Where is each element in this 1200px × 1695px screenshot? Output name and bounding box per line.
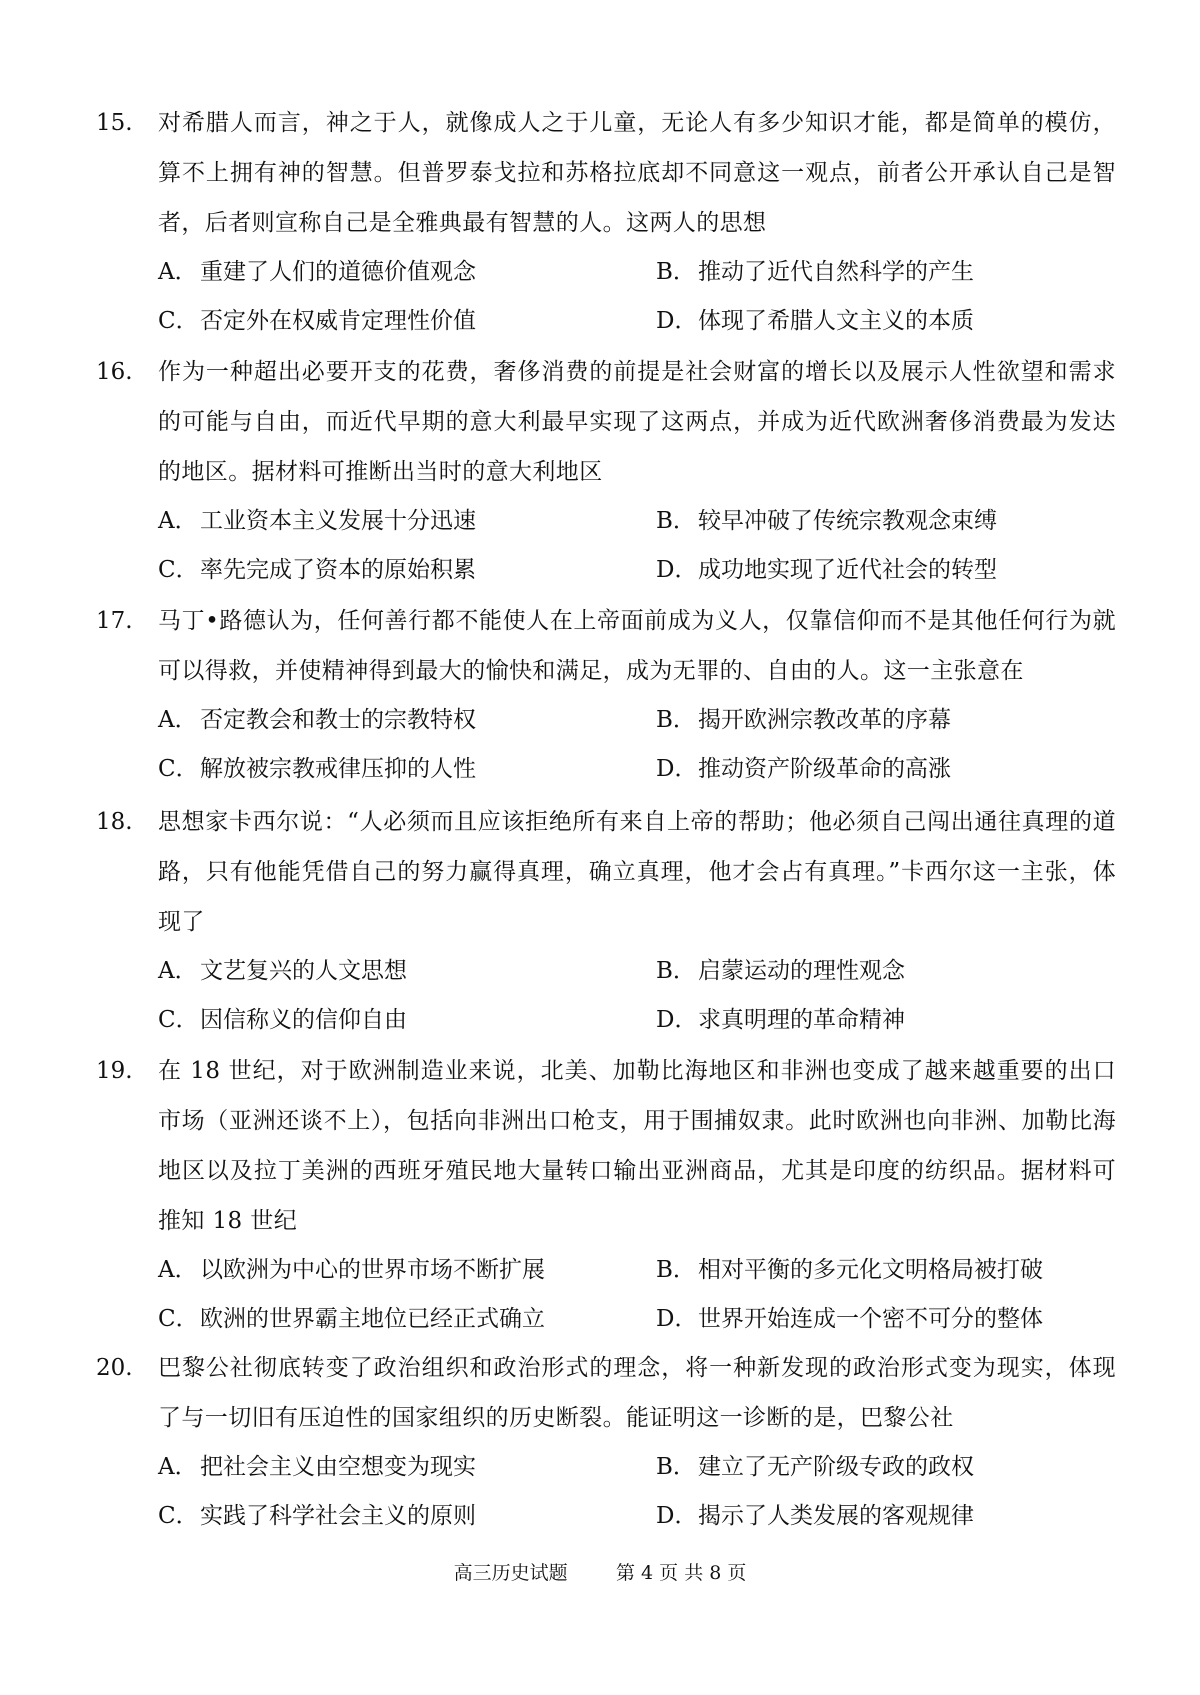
option-text: 相对平衡的多元化文明格局被打破 bbox=[698, 1257, 1043, 1283]
option-letter: A． bbox=[158, 1454, 198, 1480]
question-number: 16. bbox=[96, 359, 133, 385]
option-letter: D． bbox=[656, 308, 698, 334]
option-text: 推动资产阶级革命的高涨 bbox=[698, 756, 951, 782]
question-number: 18. bbox=[96, 809, 133, 835]
question-19 bbox=[96, 1046, 1116, 1344]
option-b[interactable] bbox=[656, 497, 1116, 546]
option-text: 揭开欧洲宗教改革的序幕 bbox=[698, 707, 951, 733]
option-b[interactable] bbox=[656, 696, 1116, 745]
question-stem: 思想家卡西尔说：“人必须而且应该拒绝所有来自上帝的帮助；他必须自己闯出通往真理的道路，只有他能凭借自己的努力赢得真理，确立真理，他才会占有真理。”卡西尔这一主张，体现了 bbox=[158, 809, 1116, 935]
question-stem: 对希腊人而言，神之于人，就像成人之于儿童，无论人有多少知识才能，都是简单的模仿，算不上拥有神的智慧。但普罗泰戈拉和苏格拉底却不同意这一观点，前者公开承认自己是智者，后者则宣称自己是全雅典最有智慧的人。这两人的思想 bbox=[158, 110, 1116, 236]
option-text: 以欧洲为中心的世界市场不断扩展 bbox=[200, 1257, 545, 1283]
option-a[interactable] bbox=[158, 696, 656, 745]
option-text: 实践了科学社会主义的原则 bbox=[200, 1503, 476, 1529]
option-c[interactable] bbox=[158, 745, 656, 794]
option-letter: C． bbox=[158, 557, 199, 583]
option-text: 求真明理的革命精神 bbox=[698, 1007, 905, 1033]
question-stem: 在 18 世纪，对于欧洲制造业来说，北美、加勒比海地区和非洲也变成了越来越重要的出口市场（亚洲还谈不上），包括向非洲出口枪支，用于围捕奴隶。此时欧洲也向非洲、加勒比海地区以及拉丁美洲的西班牙殖民地大量转口输出亚洲商品，尤其是印度的纺织品。据材料可推知 18 世纪 bbox=[158, 1058, 1116, 1234]
option-text: 启蒙运动的理性观念 bbox=[698, 958, 905, 984]
option-a[interactable] bbox=[158, 248, 656, 297]
option-letter: C． bbox=[158, 1007, 199, 1033]
option-d[interactable] bbox=[656, 297, 1116, 346]
option-d[interactable] bbox=[656, 996, 1116, 1045]
option-d[interactable] bbox=[656, 745, 1116, 794]
option-c[interactable] bbox=[158, 297, 656, 346]
option-a[interactable] bbox=[158, 1246, 656, 1295]
option-text: 推动了近代自然科学的产生 bbox=[698, 259, 974, 285]
question-20 bbox=[96, 1343, 1116, 1541]
page-number: 第 4 页 共 8 页 bbox=[615, 1562, 747, 1584]
option-a[interactable] bbox=[158, 1443, 656, 1492]
option-list bbox=[158, 1246, 1116, 1344]
question-number: 15. bbox=[96, 110, 133, 136]
option-text: 否定外在权威肯定理性价值 bbox=[200, 308, 476, 334]
option-text: 欧洲的世界霸主地位已经正式确立 bbox=[200, 1306, 545, 1332]
option-text: 解放被宗教戒律压抑的人性 bbox=[200, 756, 476, 782]
question-number: 17. bbox=[96, 608, 133, 634]
option-letter: C． bbox=[158, 308, 199, 334]
option-text: 建立了无产阶级专政的政权 bbox=[698, 1454, 974, 1480]
option-letter: B． bbox=[656, 1257, 696, 1283]
option-list bbox=[158, 947, 1116, 1045]
option-text: 成功地实现了近代社会的转型 bbox=[698, 557, 997, 583]
option-b[interactable] bbox=[656, 248, 1116, 297]
option-letter: D． bbox=[656, 1007, 698, 1033]
question-16 bbox=[96, 347, 1116, 595]
option-b[interactable] bbox=[656, 947, 1116, 996]
option-text: 把社会主义由空想变为现实 bbox=[200, 1454, 476, 1480]
option-text: 重建了人们的道德价值观念 bbox=[200, 259, 476, 285]
question-17 bbox=[96, 596, 1116, 794]
question-stem: 马丁•路德认为，任何善行都不能使人在上帝面前成为义人，仅靠信仰而不是其他任何行为就可以得救，并使精神得到最大的愉快和满足，成为无罪的、自由的人。这一主张意在 bbox=[158, 608, 1116, 684]
option-letter: D． bbox=[656, 1503, 698, 1529]
option-a[interactable] bbox=[158, 947, 656, 996]
option-text: 揭示了人类发展的客观规律 bbox=[698, 1503, 974, 1529]
option-b[interactable] bbox=[656, 1246, 1116, 1295]
question-number: 19. bbox=[96, 1058, 133, 1084]
option-text: 否定教会和教士的宗教特权 bbox=[200, 707, 476, 733]
option-list bbox=[158, 696, 1116, 794]
option-text: 因信称义的信仰自由 bbox=[200, 1007, 407, 1033]
question-number: 20. bbox=[96, 1355, 133, 1381]
option-d[interactable] bbox=[656, 546, 1116, 595]
question-18 bbox=[96, 797, 1116, 1045]
option-text: 世界开始连成一个密不可分的整体 bbox=[698, 1306, 1043, 1332]
option-list bbox=[158, 1443, 1116, 1541]
question-15 bbox=[96, 98, 1116, 346]
option-text: 体现了希腊人文主义的本质 bbox=[698, 308, 974, 334]
option-letter: A． bbox=[158, 958, 198, 984]
option-letter: B． bbox=[656, 259, 696, 285]
question-stem: 巴黎公社彻底转变了政治组织和政治形式的理念，将一种新发现的政治形式变为现实，体现了与一切旧有压迫性的国家组织的历史断裂。能证明这一诊断的是，巴黎公社 bbox=[158, 1355, 1116, 1431]
option-text: 文艺复兴的人文思想 bbox=[200, 958, 407, 984]
option-letter: B． bbox=[656, 707, 696, 733]
option-letter: A． bbox=[158, 707, 198, 733]
question-stem: 作为一种超出必要开支的花费，奢侈消费的前提是社会财富的增长以及展示人性欲望和需求的可能与自由，而近代早期的意大利最早实现了这两点，并成为近代欧洲奢侈消费最为发达的地区。据材料可推断出当时的意大利地区 bbox=[158, 359, 1116, 485]
option-text: 工业资本主义发展十分迅速 bbox=[200, 508, 476, 534]
option-letter: B． bbox=[656, 508, 696, 534]
option-c[interactable] bbox=[158, 546, 656, 595]
footer-gap bbox=[568, 1562, 616, 1584]
option-list bbox=[158, 248, 1116, 346]
option-letter: C． bbox=[158, 1306, 199, 1332]
option-b[interactable] bbox=[656, 1443, 1116, 1492]
option-c[interactable] bbox=[158, 1492, 656, 1541]
option-text: 较早冲破了传统宗教观念束缚 bbox=[698, 508, 997, 534]
option-letter: A． bbox=[158, 1257, 198, 1283]
page-footer bbox=[0, 1558, 1200, 1588]
option-d[interactable] bbox=[656, 1295, 1116, 1344]
option-letter: B． bbox=[656, 1454, 696, 1480]
option-a[interactable] bbox=[158, 497, 656, 546]
option-letter: B． bbox=[656, 958, 696, 984]
option-letter: A． bbox=[158, 508, 198, 534]
option-letter: A． bbox=[158, 259, 198, 285]
option-c[interactable] bbox=[158, 996, 656, 1045]
option-letter: D． bbox=[656, 1306, 698, 1332]
option-list bbox=[158, 497, 1116, 595]
option-letter: D． bbox=[656, 756, 698, 782]
option-letter: D． bbox=[656, 557, 698, 583]
exam-title: 高三历史试题 bbox=[453, 1562, 568, 1584]
option-c[interactable] bbox=[158, 1295, 656, 1344]
option-text: 率先完成了资本的原始积累 bbox=[200, 557, 476, 583]
option-letter: C． bbox=[158, 756, 199, 782]
option-d[interactable] bbox=[656, 1492, 1116, 1541]
option-letter: C． bbox=[158, 1503, 199, 1529]
